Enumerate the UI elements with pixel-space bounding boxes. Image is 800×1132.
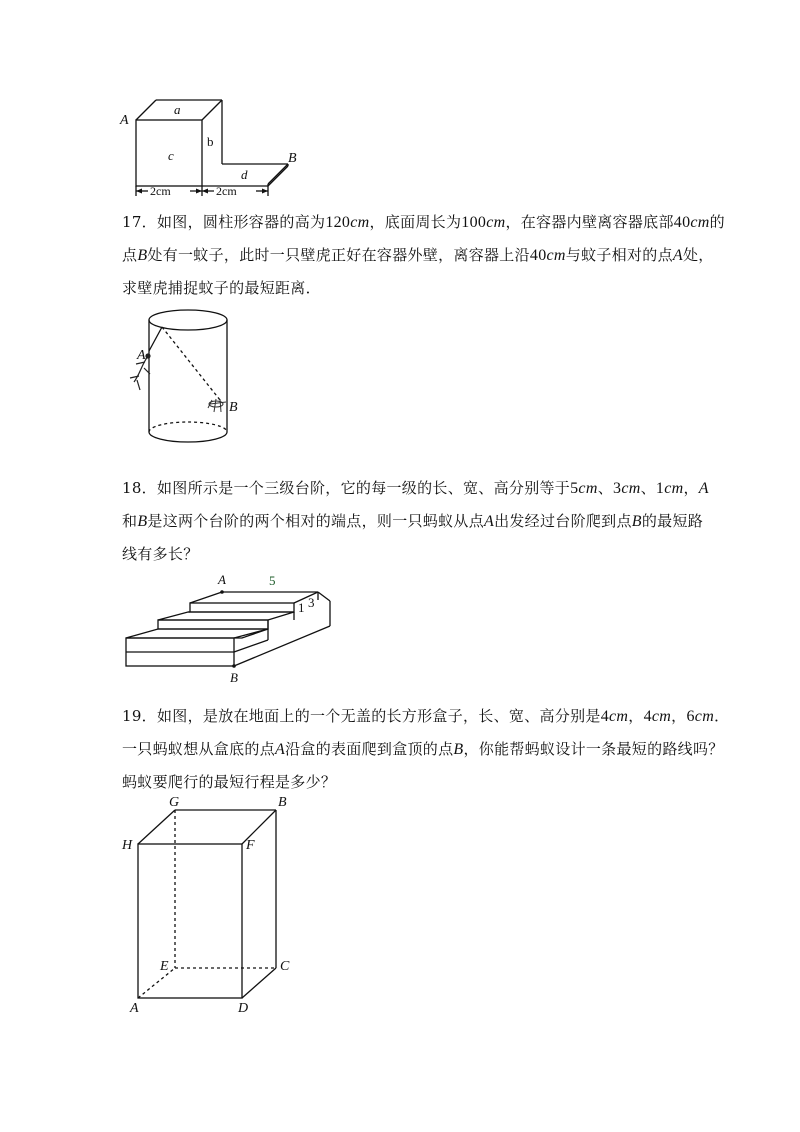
- label-A: A: [120, 113, 129, 128]
- vertex-G-label: G: [169, 795, 180, 810]
- face-a-label: a: [174, 102, 181, 117]
- problem-18-line-3: 线有多长？: [122, 545, 199, 563]
- problem-19-line-3: 蚂蚁要爬行的最短行程是多少？: [122, 773, 337, 791]
- problem-18-line-2: 和B是这两个台阶的两个相对的端点，则一只蚂蚁从点A出发经过台阶爬到点B的最短路: [122, 512, 704, 530]
- figure-cylinder: [120, 304, 250, 454]
- vertex-B-label: B: [278, 795, 287, 810]
- figure-stairs: [118, 572, 338, 686]
- problem-19-text: [122, 700, 730, 798]
- label-B: B: [229, 400, 238, 415]
- problem-17-text: [122, 206, 725, 304]
- mosquito-icon: [208, 399, 226, 412]
- face-c-label: c: [168, 148, 174, 163]
- vertex-C-label: C: [280, 959, 290, 974]
- problem-18-line-1: 18．如图所示是一个三级台阶，它的每一级的长、宽、高分别等于5cm、3cm、1cm，A: [122, 479, 709, 497]
- problem-17-line-2: 点B处有一蚊子，此时一只壁虎正好在容器外壁，离容器上沿40cm与蚊子相对的点A处，: [122, 246, 714, 264]
- problem-19-line-2: 一只蚂蚁想从盒底的点A沿盒的表面爬到盒顶的点B，你能帮蚂蚁设计一条最短的路线吗？: [122, 740, 724, 758]
- problem-17-line-1: 17．如图，圆柱形容器的高为120cm，底面周长为100cm，在容器内壁离容器底部40cm的: [122, 213, 725, 231]
- length-5-label: 5: [269, 573, 276, 588]
- label-B: B: [230, 670, 238, 685]
- problem-19-line-1: 19．如图，是放在地面上的一个无盖的长方形盒子，长、宽、高分别是4cm，4cm，6cm．: [122, 707, 730, 725]
- width-3-label: 3: [308, 595, 315, 610]
- vertex-E-label: E: [160, 959, 169, 974]
- face-b-label: b: [207, 134, 214, 149]
- vertex-H-label: H: [122, 838, 133, 853]
- figure-cube-steps: [116, 92, 316, 202]
- label-A: A: [218, 572, 226, 587]
- problem-18-text: [122, 472, 709, 570]
- vertex-D-label: D: [238, 1001, 249, 1016]
- figure-box: [118, 796, 318, 1022]
- face-d-label: d: [241, 167, 248, 182]
- dim-left-label: 2cm: [150, 184, 171, 198]
- dim-right-label: 2cm: [216, 184, 237, 198]
- label-B: B: [288, 151, 297, 166]
- vertex-F-label: F: [246, 838, 255, 853]
- vertex-A-label: A: [130, 1001, 139, 1016]
- height-1-label: 1: [298, 600, 305, 615]
- label-A: A: [137, 348, 146, 363]
- problem-17-line-3: 求壁虎捕捉蚊子的最短距离．: [122, 279, 321, 297]
